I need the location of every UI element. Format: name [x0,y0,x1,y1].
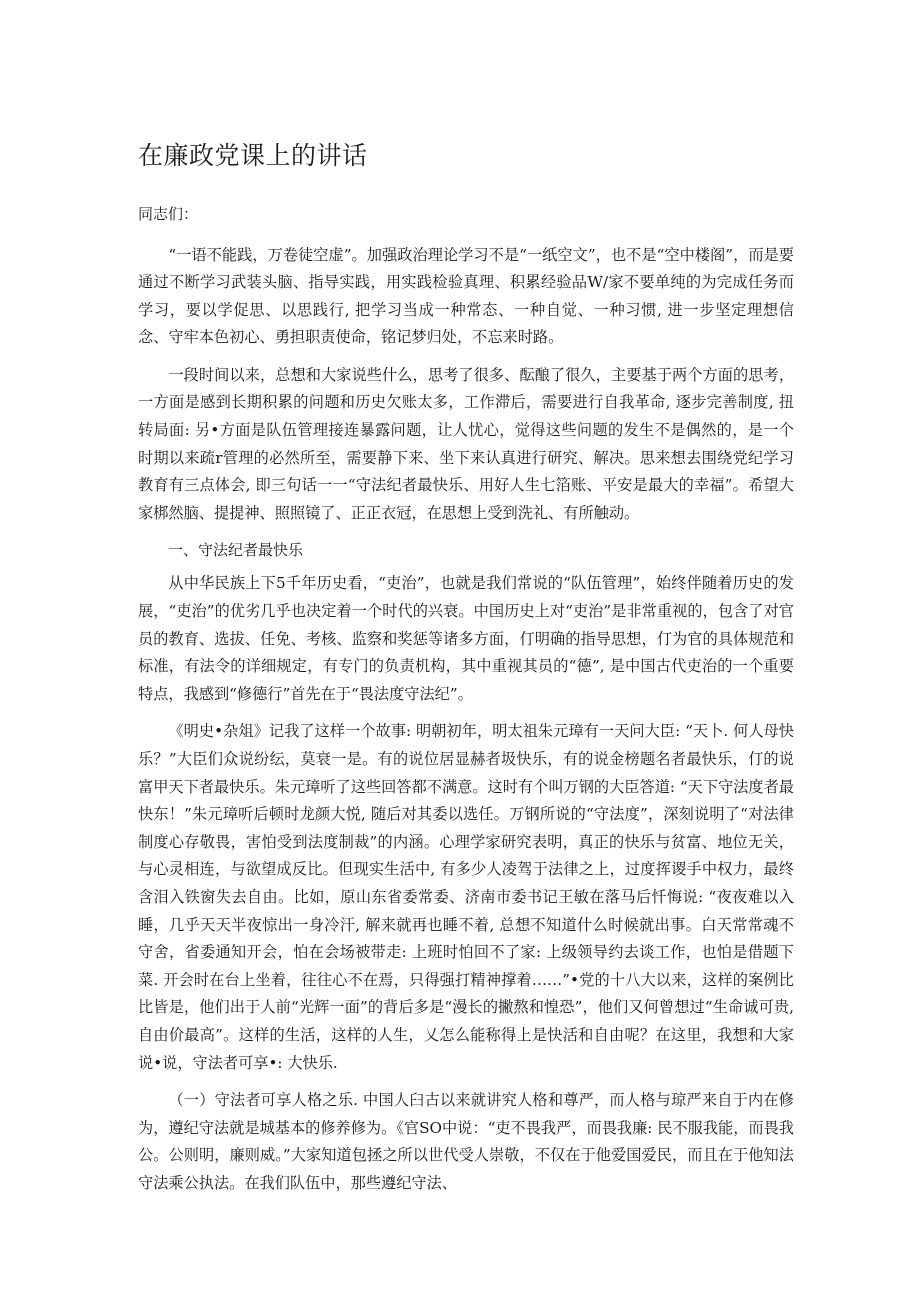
paragraph-1: “一语不能践，万卷徒空虚”。加强政治理论学习不是“一纸空文”，也不是“空中楼阁”，而是要通过不断学习武装头脑、指导实践，用实践检验真理、积累经验品W/家不要单纯的为完成任务而学习，要以学促思、以思践行, 把学习当成一种常态、一种自觉、一种习惯, 进一步坚定理想信念、守牢本色初心、勇担职责使命，铭记梦归处，不忘来时路。 [138,245,794,347]
paragraph-5: （一）守法者可享人格之乐. 中国人臼古以来就讲究人格和尊严，而人格与琼严来自于内在修为，遵纪守法就是城基本的修养修为。《官SO中说：“吏不畏我严，而畏我廉: 民不服我能，而畏我公。公则明，廉则威。”大家知道包拯之所以世代受人崇敬，不仅在于他爱国爱民，而且在于他知法守法乘公执法。在我们队伍中，那些遵纪守法、 [138,1091,794,1192]
document-page [138,140,794,1208]
paragraph-3: 从中华民族上下5千年历史看，“吏治”，也就是我们常说的“队伍管理”，始终伴随着历史的发展，“吏治”的优劣几乎也决定着一个时代的兴衰。中国历史上对“吏治”是非常重视的，包含了对官员的教育、选拔、任免、考核、监察和奖惩等诸多方面，仃明确的指导思想，仃为官的具体规范和标准，有法令的详细规定，有专门的负责机构，其中重视其员的“德”, 是中国古代吏治的一个重要特点，我感到“修德行”首先在于“畏法度守法纪”。 [138,574,794,703]
paragraph-2: 一段时间以来，总想和大家说些什么，思考了很多、酝酿了很久，主要基于两个方面的思考，一方面是感到长期积累的问题和历史欠账太多，工作滞后，需要进行自我革命, 逐步完善制度, 扭转局面: 另•方面是队伍管理接连暴露问题，让人忧心，觉得这些问题的发生不是偶然的，是一个时期以来疏r管理的必然所至，需要静下来、坐下来认真进行研究、解决。思来想去围绕党纪学习教育有三点体会, 即三句话一一“守法纪者最快乐、用好人生七箔账、平安是最大的幸福”。希望大家梆然脑、提提神、照照镜了、正正衣冠，在思想上受到洗礼、有所触动。 [138,365,794,522]
salutation: 同志们： [138,204,199,223]
section-heading-1: 一、守法纪者最快乐 [168,541,304,560]
document-title: 在廉政党课上的讲话 [138,141,368,170]
paragraph-4: 《明史•杂俎》记我了这样一个故事: 明朝初年，明太祖朱元璋有一天问大臣: “天卜. 何人母快乐？”大臣们众说纷纭，莫衰一是。有的说位居显赫者圾快乐，有的说金榜题名者最快乐，仃的说富甲天下者最快乐。朱元璋听了这些回答都不满意。这时有个叫万钢的大臣答道: “天下守法度者最快东！”朱元璋听后顿时龙颜大悦, 随后对其委以选任。万钢所说的“守法度”，深刻说明了“对法律制度心存敬畏，害怕受到法度制裁”的内涵。心理学家研究表明，真正的快乐与贫富、地位无关，与心灵相连，与欲望成反比。但现实生活中, 有多少人凌驾于法律之上，过度挥谡手中权力，最终含泪入铁窗失去自由。比如，原山东省委常委、济南市委书记王敏在落马后忏悔说: “夜夜难以入睡，几乎天天半夜惊出一身冷汗, 解来就再也睡不着, 总想不知道什么时候就出事。白天常常魂不守舍，省委通知开会，怕在会场被带走: 上班时怕回不了家: 上级领导约去谈工作，也怕是借题下菜. 开会时在台上坐着，往往心不在焉，只得强打精神撑着……”•党的十八大以来，这样的案例比比皆是，他们出于人前“光辉一面”的背后多是“漫长的撇熬和惶恐”，他们又何曾想过“生命诚可贵, 自由价最高”。这样的生活，这样的人生，乂怎么能称得上是快活和自由呢？在这里，我想和大家说•说，守法者可享•: 大快乐. [138,722,794,1072]
